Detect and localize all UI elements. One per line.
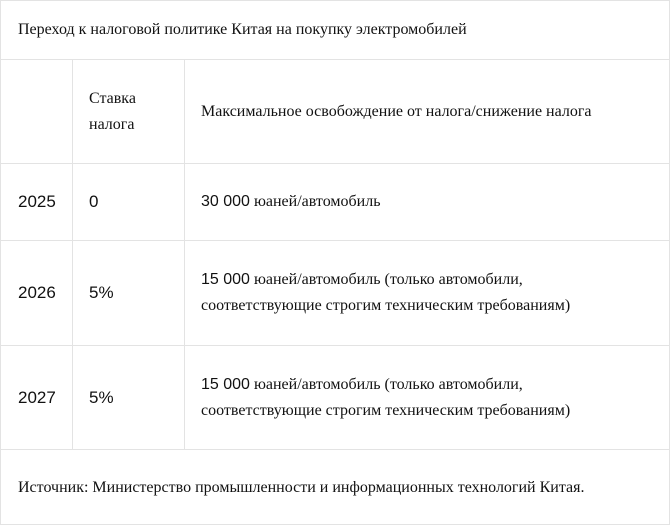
header-max-cell xyxy=(185,60,669,163)
table-row xyxy=(1,241,669,346)
header-year-cell xyxy=(1,60,73,163)
year-value: 2025 xyxy=(18,192,56,211)
max-cell xyxy=(185,241,669,345)
header-rate: Ставка налога xyxy=(89,89,136,133)
header-max: Максимальное освобождение от налога/снижение налога xyxy=(201,102,592,120)
rate-value: 5% xyxy=(89,283,114,302)
year-value: 2026 xyxy=(18,283,56,302)
year-value: 2027 xyxy=(18,387,56,407)
rate-value: 0 xyxy=(89,192,99,211)
max-rest: юаней/автомобиль (только автомобили, xyxy=(249,271,523,288)
max-amount: 15 000 xyxy=(201,271,250,288)
table-title-cell xyxy=(1,1,669,59)
year-cell xyxy=(1,241,73,345)
rate-cell xyxy=(73,241,185,345)
table-row xyxy=(1,346,669,450)
rate-cell xyxy=(73,346,185,449)
table-row xyxy=(1,164,669,241)
max-rest: юаней/автомобиль xyxy=(249,193,381,210)
max-rest: юаней/автомобиль (только автомобили, xyxy=(249,375,523,393)
year-cell xyxy=(1,164,73,240)
table-source-row xyxy=(1,450,669,526)
max-cell xyxy=(185,346,669,449)
max-value xyxy=(201,372,570,424)
max-line2: соответствующие строгим техническим требованиям) xyxy=(201,401,571,419)
source-cell xyxy=(1,450,669,526)
max-value xyxy=(201,267,570,319)
table-header-row xyxy=(1,60,669,164)
table-title: Переход к налоговой политике Китая на покупку электромобилей xyxy=(18,21,467,38)
year-cell xyxy=(1,346,73,449)
table-title-row xyxy=(1,1,669,60)
max-cell xyxy=(185,164,669,240)
rate-cell xyxy=(73,164,185,240)
max-amount: 15 000 xyxy=(201,375,250,393)
max-line2: соответствующие строгим техническим требованиям) xyxy=(201,297,571,314)
source-text: Источник: Министерство промышленности и информационных технологий Китая. xyxy=(18,479,585,496)
header-rate-cell xyxy=(73,60,185,163)
max-value xyxy=(201,189,381,215)
rate-value: 5% xyxy=(89,387,114,407)
max-amount: 30 000 xyxy=(201,193,250,210)
